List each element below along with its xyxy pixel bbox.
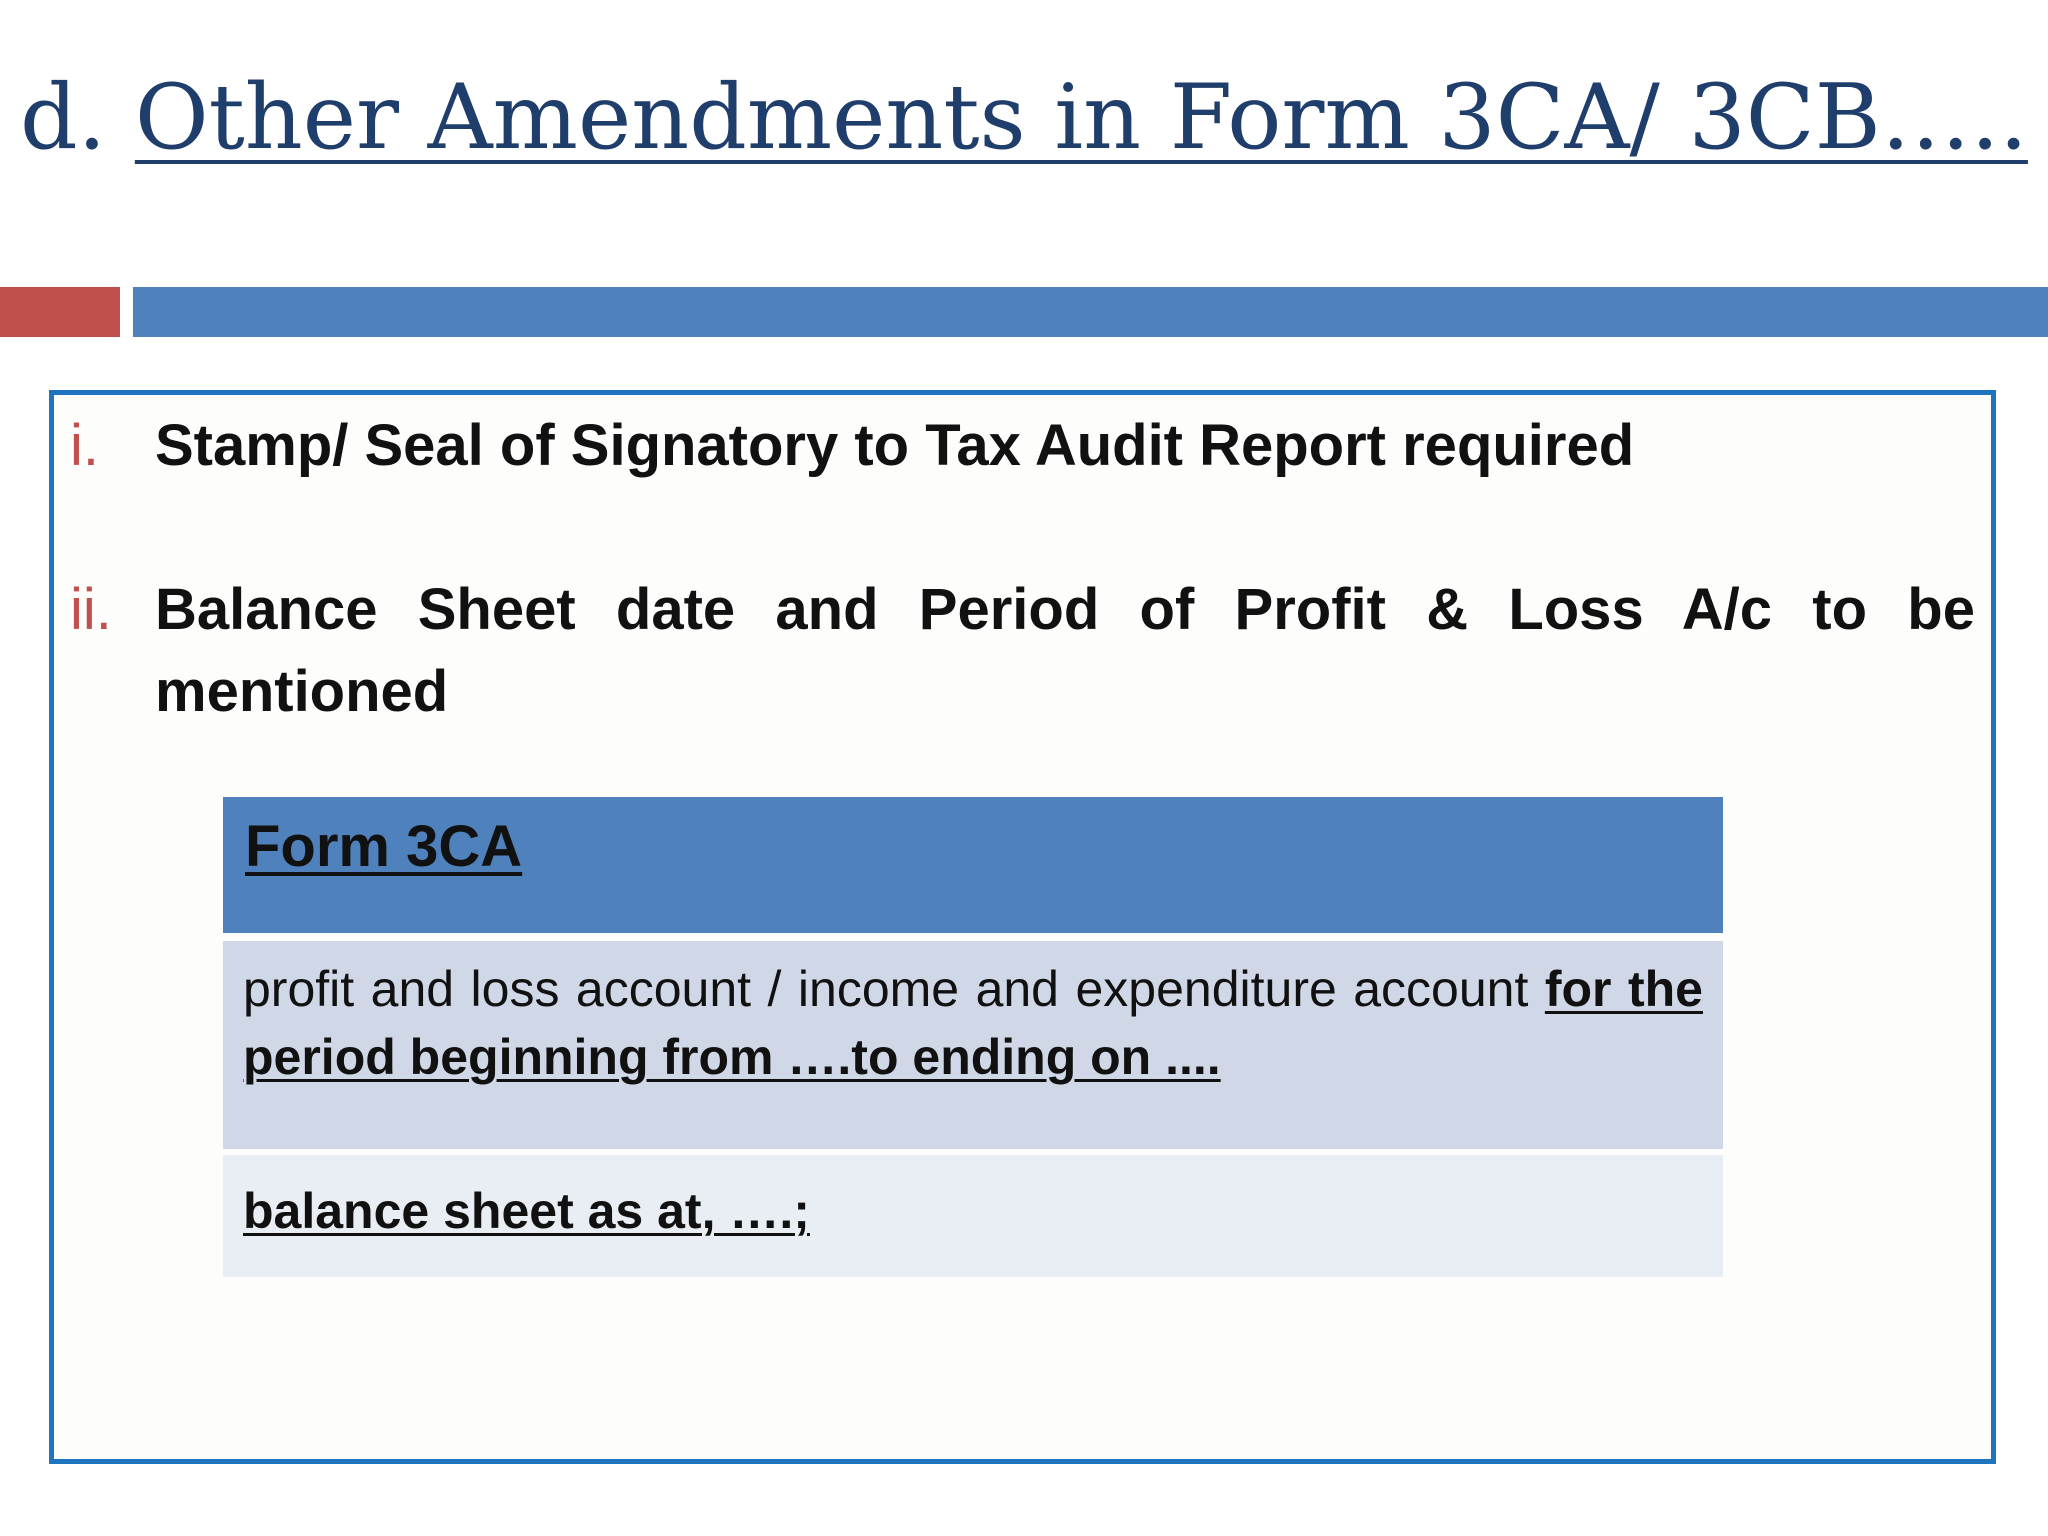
slide-title (20, 58, 2028, 178)
table-header (223, 797, 1723, 933)
row-1-text: profit and loss account / income and expenditure account (243, 961, 1545, 1017)
title-main: Other Amendments in Form 3CA/ 3CB….. (134, 65, 2028, 170)
title-prefix: d. (20, 65, 135, 170)
row-1-bold-text: for the period beginning from ….to ending on .... (243, 961, 1703, 1085)
accent-bar-blue (133, 287, 2048, 337)
table-row-1 (223, 941, 1723, 1149)
list-text-2: Balance Sheet date and Period of Profit & Loss A/c to be mentioned (155, 577, 1975, 724)
list-text-1: Stamp/ Seal of Signatory to Tax Audit Report required (155, 413, 1635, 478)
table-row-2 (223, 1155, 1723, 1277)
form-3ca-table (223, 797, 1723, 1277)
table-header-label: Form 3CA (245, 814, 523, 879)
list-item-2 (70, 569, 1975, 739)
accent-bar-red (0, 287, 120, 337)
row-2-text: balance sheet as at, ….; (243, 1183, 810, 1239)
list-number-1: i. (70, 413, 99, 478)
list-number-2: ii. (70, 577, 112, 642)
list-item-1 (70, 405, 1975, 495)
